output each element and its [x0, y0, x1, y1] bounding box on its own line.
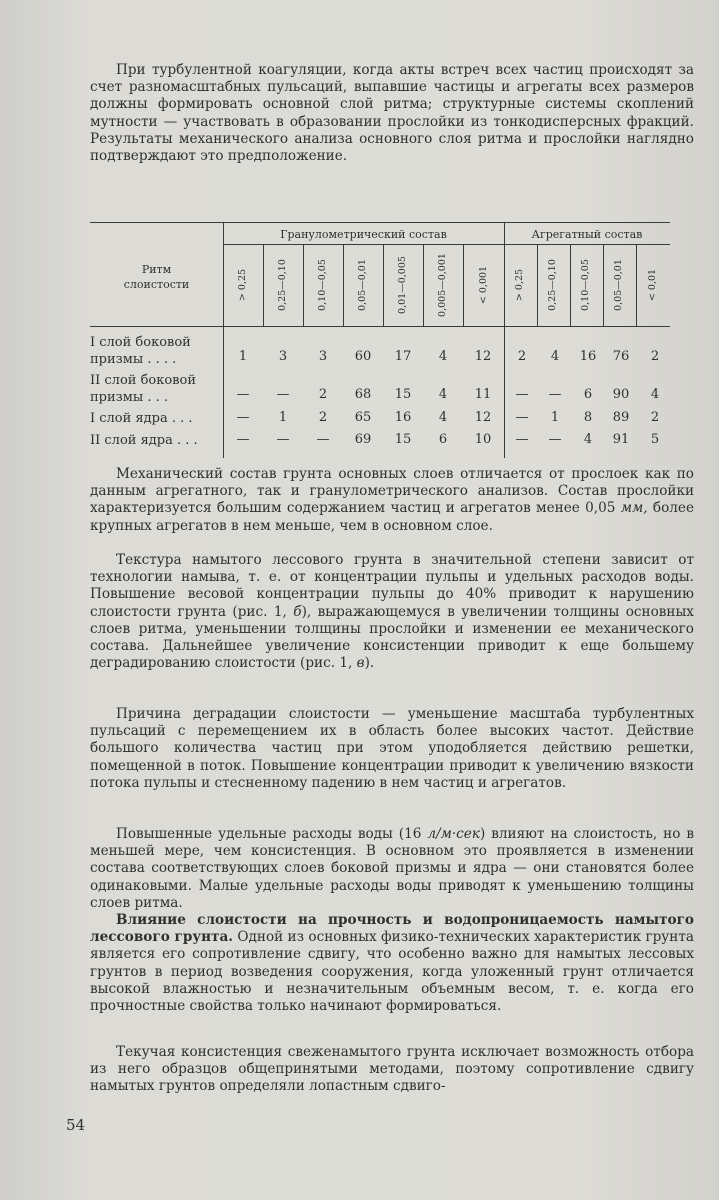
- table-cell: 12: [474, 349, 492, 364]
- table-cell: 12: [474, 410, 492, 425]
- table-cell: 69: [354, 432, 372, 447]
- table-cell: 4: [650, 387, 660, 402]
- table-cell: 15: [394, 387, 412, 402]
- column-header: 0,25—0,10: [277, 259, 288, 311]
- table-cell: 2: [318, 410, 328, 425]
- table-cell: 1: [238, 349, 248, 364]
- table-cell: 2: [318, 387, 328, 402]
- paragraph-strength-section: Влияние слоистости на прочность и водопроницаемость намытого лессового грунта. Одной из основных физико-технических характеристик грунта является его сопротивление сдвигу, что особенно важно для намытых лессовых грунтов в период возведения сооружения, когда уложенный грунт отличается высокой влажностью и незначительным объемным весом, т. е. когда его прочностные свойства только начинают формироваться.: [90, 912, 694, 1015]
- table-cell: 17: [394, 349, 412, 364]
- row-label: II слой ядра . . .: [90, 433, 198, 448]
- paragraph-texture: Текстура намытого лессового грунта в значительной степени зависит от технологии намыва, т. е. от концентрации пульпы и удельных расходов воды. Повышение весовой концентрации пульпы до 40% приводит к нарушению слоистости грунта (рис. 1, б), выражающемуся в увеличении толщины основных слоев ритма, уменьшении толщины прослойки и изменении ее механического состава. Дальнейшее увеличение консистенции приводит к еще большему деградированию слоистости (рис. 1, в).: [90, 552, 694, 672]
- paragraph-coagulation: При турбулентной коагуляции, когда акты встреч всех частиц происходят за счет разномасштабных пульсаций, выпавшие частицы и агрегаты всех размеров должны формировать основной слой ритма; структурные системы скоплений мутности — участвовать в образовании прослойки из тонкодисперсных фракций. Результаты механического анализа основного слоя ритма и прослойки наглядно подтверждают это предположение.: [90, 62, 694, 165]
- column-header: < 0,001: [478, 265, 489, 305]
- row-label: II слой боковой призмы . . .: [90, 373, 196, 405]
- table-cell: —: [515, 432, 529, 447]
- section-heading: Влияние слоистости на прочность и водопроницаемость намытого лессового грунта.: [90, 912, 694, 946]
- table-cell: —: [236, 387, 250, 402]
- column-header: 0,05—0,01: [357, 259, 368, 311]
- table-cell: 76: [612, 349, 630, 364]
- table-cell: 16: [579, 349, 597, 364]
- column-header: < 0,01: [647, 268, 658, 302]
- table-cell: 6: [438, 432, 448, 447]
- table-cell: 90: [612, 387, 630, 402]
- table-cell: —: [515, 410, 529, 425]
- table-cell: 4: [583, 432, 593, 447]
- column-header: 0,25—0,10: [547, 259, 558, 311]
- table-cell: 10: [474, 432, 492, 447]
- table-cell: 4: [550, 349, 560, 364]
- table-cell: 3: [318, 349, 328, 364]
- table-cell: 68: [354, 387, 372, 402]
- table-cell: 3: [278, 349, 288, 364]
- table-top-rule: [90, 222, 670, 223]
- table-cell: —: [515, 387, 529, 402]
- column-header: 0,01—0,005: [397, 256, 408, 314]
- table-cell: 5: [650, 432, 660, 447]
- table-cell: —: [548, 432, 562, 447]
- paragraph-degradation-cause: Причина деградации слоистости — уменьшение масштаба турбулентных пульсаций с перемещением их в область более высоких частот. Действие большого количества частиц при этом уподобляется действию решетки, помещенной в поток. Повышение концентрации приводит к увеличению вязкости потока пульпы и стесненному падению в нем частиц и агрегатов.: [90, 706, 694, 791]
- table-cell: 1: [278, 410, 288, 425]
- table-cell: —: [548, 387, 562, 402]
- table-cell: —: [236, 410, 250, 425]
- table-cell: 16: [394, 410, 412, 425]
- table-cell: —: [236, 432, 250, 447]
- table-cell: 2: [650, 410, 660, 425]
- table-cell: 11: [474, 387, 492, 402]
- row-label: I слой ядра . . .: [90, 411, 193, 426]
- column-header: > 0,25: [514, 268, 525, 302]
- table-cell: 60: [354, 349, 372, 364]
- paragraph-consistency: Текучая консистенция свеженамытого грунта исключает возможность отбора из него образцов общепринятыми методами, поэтому сопротивление сдвигу намытых грунтов определяли лопастным сдвиго-: [90, 1044, 694, 1095]
- table-cell: 2: [650, 349, 660, 364]
- table-cell: —: [276, 387, 290, 402]
- group-granulometric: Гранулометрический состав: [280, 228, 447, 241]
- group-aggregate: Агрегатный состав: [531, 228, 643, 241]
- table-cell: 15: [394, 432, 412, 447]
- paragraph-mechanical-composition: Механический состав грунта основных слоев отличается от прослоек как по данным агрегатного, так и гранулометрического анализов. Состав прослойки характеризуется большим содержанием частиц и агрегатов менее 0,05 мм, более крупных агрегатов в нем меньше, чем в основном слое.: [90, 466, 694, 534]
- table-cell: 4: [438, 387, 448, 402]
- page-number: 54: [66, 1116, 86, 1134]
- table-cell: 8: [583, 410, 593, 425]
- table-cell: 2: [517, 349, 527, 364]
- table-cell: 91: [612, 432, 630, 447]
- column-header: 0,10—0,05: [580, 259, 591, 311]
- table-cell: 65: [354, 410, 372, 425]
- table-cell: 1: [550, 410, 560, 425]
- table-cell: —: [276, 432, 290, 447]
- row-label: I слой боковой призмы . . . .: [90, 335, 191, 367]
- table-cell: 4: [438, 410, 448, 425]
- header-bottom-rule: [90, 326, 670, 327]
- table-cell: —: [316, 432, 330, 447]
- row-header: Ритм слоистости: [123, 263, 190, 291]
- column-header: > 0,25: [237, 268, 248, 302]
- column-header: 0,10—0,05: [317, 259, 328, 311]
- column-header: 0,005—0,001: [437, 253, 448, 317]
- composition-table: [90, 222, 670, 458]
- table-cell: 89: [612, 410, 630, 425]
- table-cell: 4: [438, 349, 448, 364]
- table-cell: 6: [583, 387, 593, 402]
- column-header: 0,05—0,01: [613, 259, 624, 311]
- paragraph-water-flow: Повышенные удельные расходы воды (16 л/м·сек) влияют на слоистость, но в меньшей мере, чем консистенция. В основном это проявляется в изменении состава соответствующих слоев боковой призмы и ядра — они становятся более одинаковыми. Малые удельные расходы воды приводят к уменьшению толщины слоев ритма.: [90, 826, 694, 911]
